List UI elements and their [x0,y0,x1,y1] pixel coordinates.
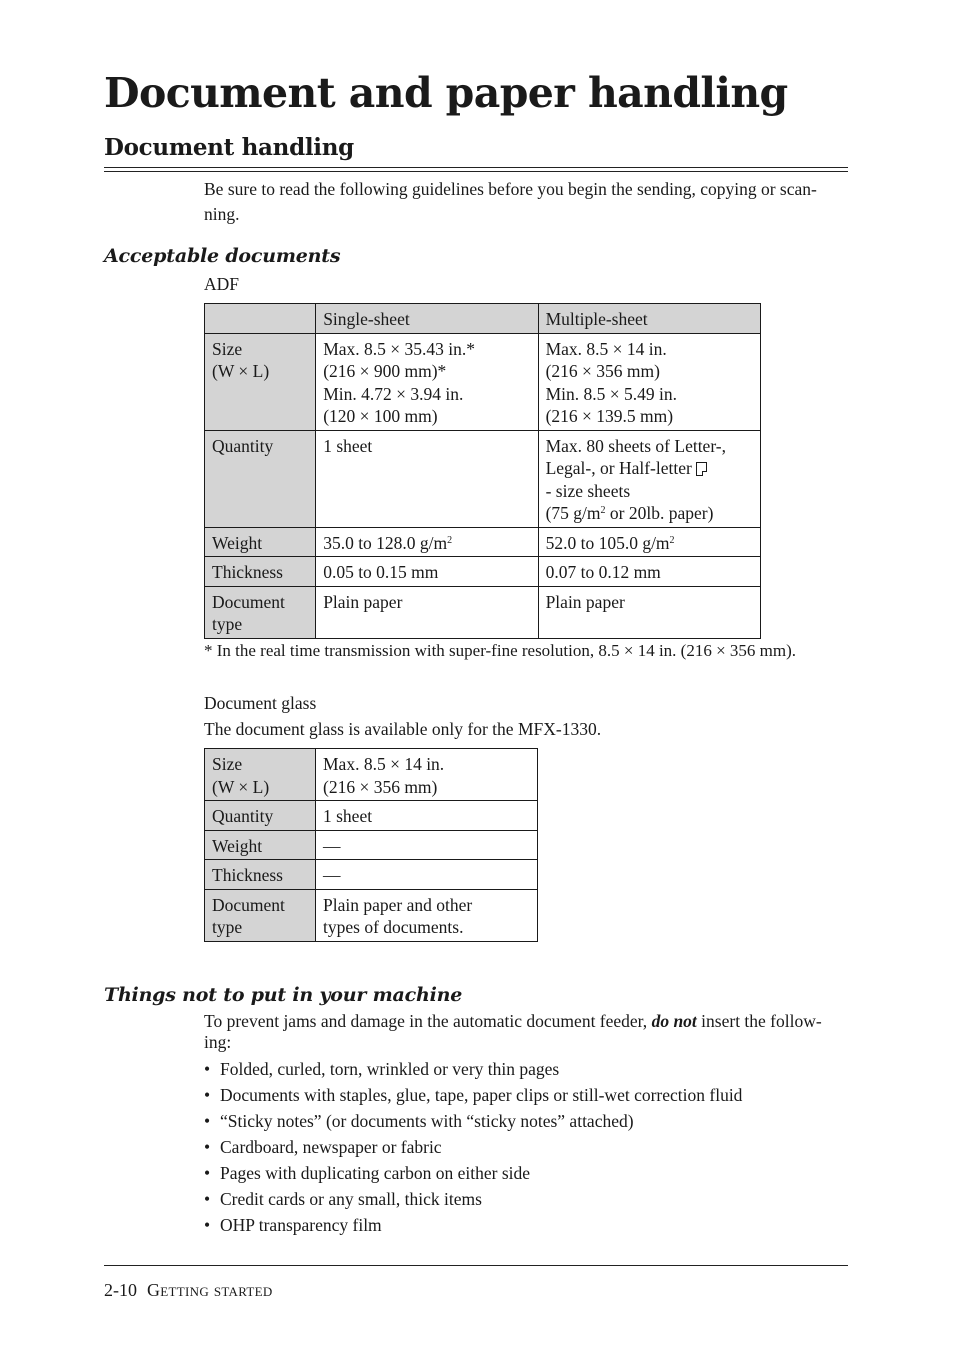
row-label-line: Document [212,591,285,612]
cell-line: (216 × 139.5 mm) [545,406,674,426]
bullet-icon: • [204,1111,211,1131]
list-item [204,1057,742,1083]
table-row-size [205,333,761,430]
cell-quantity-value: 1 sheet [316,801,538,831]
list-item [204,1187,742,1213]
list-item [204,1083,742,1109]
cell-line: Max. 8.5 × 14 in. [323,754,445,774]
warning-text: insert the follow-ing: [204,1011,822,1052]
table-row-quantity [205,430,761,527]
row-label-line: (W × L) [212,361,270,381]
things-not-to-put-heading: Things not to put in your machine [104,984,463,1006]
warning-emphasis: do not [651,1011,697,1031]
header-cell-single-sheet: Single-sheet [316,304,538,334]
document-glass-note: The document glass is available only for the MFX-1330. [204,719,602,739]
document-glass-spec-table [204,748,538,942]
bullet-icon: • [204,1163,211,1183]
cell-line: (216 × 356 mm) [323,776,438,797]
table-row-document-type [205,889,538,941]
cell-quantity-single: 1 sheet [316,430,538,527]
cell-doctype-value [316,889,538,941]
footer-section-title: Getting started [147,1280,273,1300]
page-number: 2-10 [104,1280,137,1300]
superscript: 2 [669,534,675,546]
prohibited-items-list [204,1057,742,1239]
row-label-weight: Weight [205,830,316,860]
list-item-text: Folded, curled, torn, wrinkled or very thin pages [220,1059,560,1079]
table-row-weight [205,527,761,557]
list-item-text: Pages with duplicating carbon on either side [220,1163,531,1183]
cell-weight-value: — [316,830,538,860]
row-label-line: Document [212,894,285,915]
cell-weight-multiple [538,527,760,557]
cell-thickness-value: — [316,860,538,890]
cell-size-value [316,749,538,801]
portrait-paper-icon [696,462,707,476]
cell-text: (75 g/m [545,503,601,523]
row-label-line: (W × L) [212,776,270,797]
bullet-icon: • [204,1059,211,1079]
row-label-size [205,749,316,801]
row-label-line: Size [212,754,243,774]
cell-line-with-icon [546,457,753,480]
cell-size-single [316,333,538,430]
intro-paragraph: Be sure to read the following guidelines before you begin the sending, copying or scan-ning. [204,179,817,224]
list-item-text: Documents with staples, glue, tape, paper clips or still-wet correction fluid [220,1085,743,1105]
list-item [204,1109,742,1135]
bullet-icon: • [204,1137,211,1157]
row-label-size [205,333,316,430]
acceptable-documents-heading: Acceptable documents [104,245,341,267]
section-double-rule [104,167,848,172]
row-label-line: type [212,614,243,634]
row-label-document-type [205,889,316,941]
warning-paragraph [204,1011,836,1053]
row-label-line: type [212,917,243,937]
cell-line: Max. 8.5 × 14 in. [545,338,667,359]
table-row-weight [205,830,538,860]
cell-text: 35.0 to 128.0 g/m [323,532,448,553]
header-cell-multiple-sheet: Multiple-sheet [538,304,760,334]
footer-rule [104,1265,848,1266]
cell-line: (120 × 100 mm) [323,406,438,426]
cell-doctype-multiple: Plain paper [538,586,760,638]
cell-line: Plain paper and other [323,894,473,915]
row-label-weight: Weight [205,527,316,557]
list-item-text: “Sticky notes” (or documents with “sticky notes” attached) [220,1111,634,1131]
row-label-quantity: Quantity [205,801,316,831]
page-title: Document and paper handling [104,69,788,117]
cell-line: (216 × 356 mm) [545,361,660,381]
page-footer [104,1278,273,1302]
row-label-thickness: Thickness [205,557,316,587]
list-item [204,1135,742,1161]
cell-quantity-multiple [538,430,760,527]
superscript: 2 [600,505,606,516]
cell-line: Max. 80 sheets of Letter-, [545,435,727,456]
warning-text: To prevent jams and damage in the automatic document feeder, [204,1011,652,1031]
table-row-document-type [205,586,761,638]
adf-spec-table [204,303,761,639]
cell-doctype-single: Plain paper [316,586,538,638]
row-label-thickness: Thickness [205,860,316,890]
cell-line: (216 × 900 mm)* [323,361,447,381]
cell-text: or 20lb. paper) [605,503,714,523]
bullet-icon: • [204,1085,211,1105]
cell-size-multiple [538,333,760,430]
cell-text: 52.0 to 105.0 g/m [545,532,670,553]
document-glass-label: Document glass [204,693,317,713]
cell-line: Min. 8.5 × 5.49 in. [545,383,677,404]
list-item-text: OHP transparency film [220,1215,382,1235]
bullet-icon: • [204,1215,211,1235]
list-item-text: Cardboard, newspaper or fabric [220,1137,442,1157]
superscript: 2 [447,534,453,546]
cell-line: Min. 4.72 × 3.94 in. [323,383,464,404]
bullet-icon: • [204,1189,211,1209]
adf-footnote: * In the real time transmission with super-fine resolution, 8.5 × 14 in. (216 × 356 mm). [204,641,797,660]
cell-thickness-single: 0.05 to 0.15 mm [316,557,538,587]
list-item [204,1161,742,1187]
table-row-size [205,749,538,801]
list-item-text: Credit cards or any small, thick items [220,1189,482,1209]
cell-line [546,502,753,525]
cell-text: Legal-, or Half-letter [545,458,692,478]
table-row-thickness [205,557,761,587]
cell-line: types of documents. [323,917,464,937]
table-header-row [205,304,761,334]
cell-weight-single [316,527,538,557]
row-label-quantity: Quantity [205,430,316,527]
adf-label: ADF [204,274,240,294]
row-label-document-type [205,586,316,638]
list-item [204,1213,742,1239]
cell-line: - size sheets [545,480,631,501]
cell-line: Max. 8.5 × 35.43 in.* [323,338,475,359]
cell-thickness-multiple: 0.07 to 0.12 mm [538,557,760,587]
header-cell-empty [205,304,316,334]
section-title: Document handling [104,134,354,161]
row-label-line: Size [212,338,243,359]
table-row-thickness [205,860,538,890]
table-row-quantity [205,801,538,831]
